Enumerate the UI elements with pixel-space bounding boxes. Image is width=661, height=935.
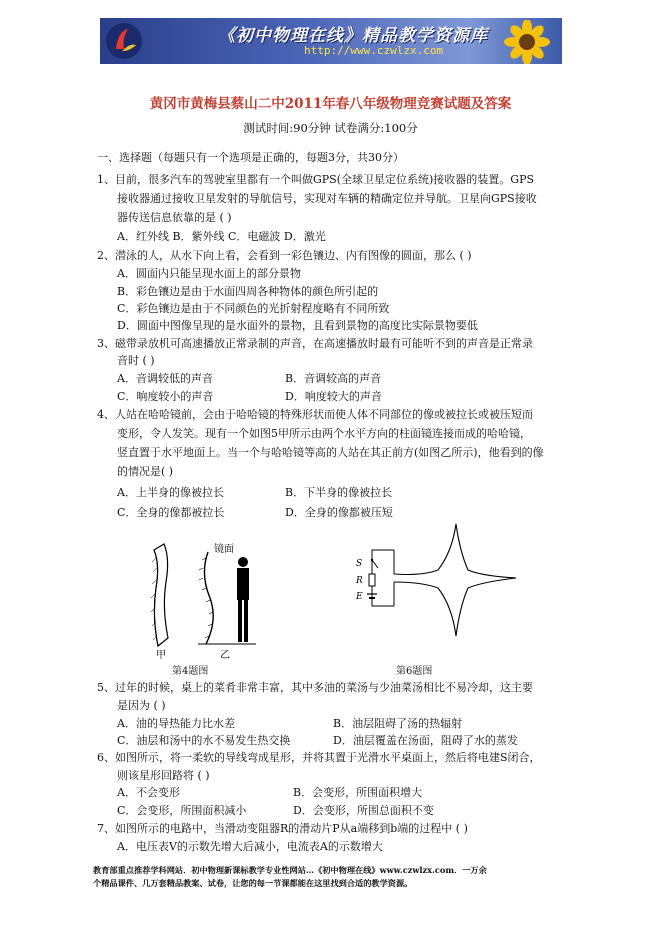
header-banner: [100, 18, 562, 64]
question-6-option-b: B．会变形，所围面积增大: [293, 786, 423, 799]
footer-line: 个精品课件、几万套精品教案、试卷，让您的每一节课都能在这里找到合适的教学资源。: [93, 878, 413, 888]
question-4-text: 竖直置于水平地面上。当一个与哈哈镜等高的人站在其正前方(如图乙所示)，他看到的像: [117, 446, 544, 459]
question-5-text: 5、过年的时候，桌上的菜肴非常丰富，其中多油的菜汤与少油菜汤相比不易冷却，这主要: [97, 681, 533, 694]
question-7-option-a: A．电压表V的示数先增大后减小，电流表A的示数增大: [117, 840, 383, 853]
question-6-option-a: A．不会变形: [117, 786, 180, 799]
question-3-option-a: A．音调较低的声音: [117, 372, 213, 385]
banner-title: 《初中物理在线》精品教学资源库: [218, 26, 488, 46]
figure-4-caption: 第4题图: [172, 666, 209, 677]
question-4-text: 的情况是( ): [117, 465, 174, 478]
banner-url[interactable]: http://www.czwlzx.com: [304, 44, 444, 57]
question-3-option-b: B．音调较高的声音: [285, 372, 382, 385]
sunflower-icon: [498, 20, 556, 64]
question-3-text: 3、磁带录放机可高速播放正常录制的声音，在高速播放时最有可能听不到的声音是正常录: [97, 337, 533, 350]
question-7-text: 7、如图所示的电路中，当滑动变阻器R的滑动片P从a端移到b端的过程中 ( ): [97, 822, 468, 835]
figure-6-caption: 第6题图: [396, 666, 433, 677]
question-4-option-d: D．全身的像都被压短: [285, 506, 393, 519]
question-1-text: 接收器通过接收卫星发射的导航信号，实现对车辆的精确定位并导航。卫星向GPS接收: [117, 192, 537, 205]
question-5-option-b: B．油层阻碍了汤的热辐射: [333, 717, 463, 730]
figure-4-diagram: [140, 538, 270, 660]
question-4-text: 4、人站在哈哈镜前，会由于哈哈镜的特殊形状而使人体不同部位的像或被拉长或被压短而: [97, 408, 533, 421]
site-logo-icon: [104, 21, 144, 61]
question-5-option-a: A．油的导热能力比水差: [117, 717, 235, 730]
label-s: S: [356, 559, 363, 569]
exam-info: 测试时间:90分钟 试卷满分:100分: [243, 121, 418, 135]
label-e: E: [356, 592, 363, 602]
footer-line: 教育部重点推荐学科网站．初中物理新课标教学专业性网站…《初中物理在线》www.czwlzx.com．一万余: [93, 865, 487, 875]
page-title: 黄冈市黄梅县蔡山二中2011年春八年级物理竞赛试题及答案: [149, 96, 512, 112]
question-3-option-d: D．响度较大的声音: [285, 390, 382, 403]
question-1-options: A．红外线 B．紫外线 C．电磁波 D．激光: [117, 230, 326, 243]
question-2-option-b: B．彩色镶边是由于水面四周各种物体的颜色所引起的: [117, 285, 379, 298]
question-1-text: 器传送信息依靠的是 ( ): [117, 211, 232, 224]
question-4-option-c: C．全身的像都被拉长: [117, 506, 225, 519]
figure-6-diagram: [352, 522, 520, 650]
question-6-option-c: C．会变形，所围面积减小: [117, 804, 247, 817]
question-2-option-d: D．圆面中图像呈现的是水面外的景物，且看到景物的高度比实际景物要低: [117, 319, 478, 332]
question-6-option-d: D．会变形，所围总面积不变: [293, 804, 434, 817]
question-6-text: 6、如图所示，将一柔软的导线弯成星形，并将其置于光滑水平桌面上，然后将电建S闭合，: [97, 751, 541, 764]
question-3-option-c: C．响度较小的声音: [117, 390, 214, 403]
label-r: R: [356, 576, 363, 586]
question-4-option-b: B．下半身的像被拉长: [285, 486, 393, 499]
question-2-option-a: A．圆面内只能呈现水面上的部分景物: [117, 267, 301, 280]
question-6-text: 则该星形回路将 ( ): [117, 769, 210, 782]
question-4-text: 变形，令人发笑。现有一个如图5甲所示由两个水平方向的柱面镜连接而成的哈哈镜，: [117, 427, 531, 440]
question-5-option-c: C．油层和汤中的水不易发生热交换: [117, 734, 291, 747]
question-2-text: 2、潜泳的人，从水下向上看，会看到一彩色镶边、内有图像的圆面，那么 ( ): [97, 249, 472, 262]
question-5-option-d: D．油层覆盖在汤面，阻碍了水的蒸发: [333, 734, 518, 747]
mirror-label: 镜面: [214, 544, 234, 555]
label-yi: 乙: [220, 650, 230, 660]
question-2-option-c: C．彩色镶边是由于不同颜色的光折射程度略有不同所致: [117, 302, 390, 315]
question-3-text: 音时 ( ): [117, 354, 155, 367]
question-4-option-a: A．上半身的像被拉长: [117, 486, 224, 499]
question-1-text: 1、目前，很多汽车的驾驶室里都有一个叫做GPS(全球卫星定位系统)接收器的装置。GPS: [97, 173, 535, 186]
question-5-text: 是因为 ( ): [117, 699, 166, 712]
section-heading: 一、选择题（每题只有一个选项是正确的，每题3分，共30分）: [97, 151, 404, 164]
label-jia: 甲: [156, 650, 166, 660]
